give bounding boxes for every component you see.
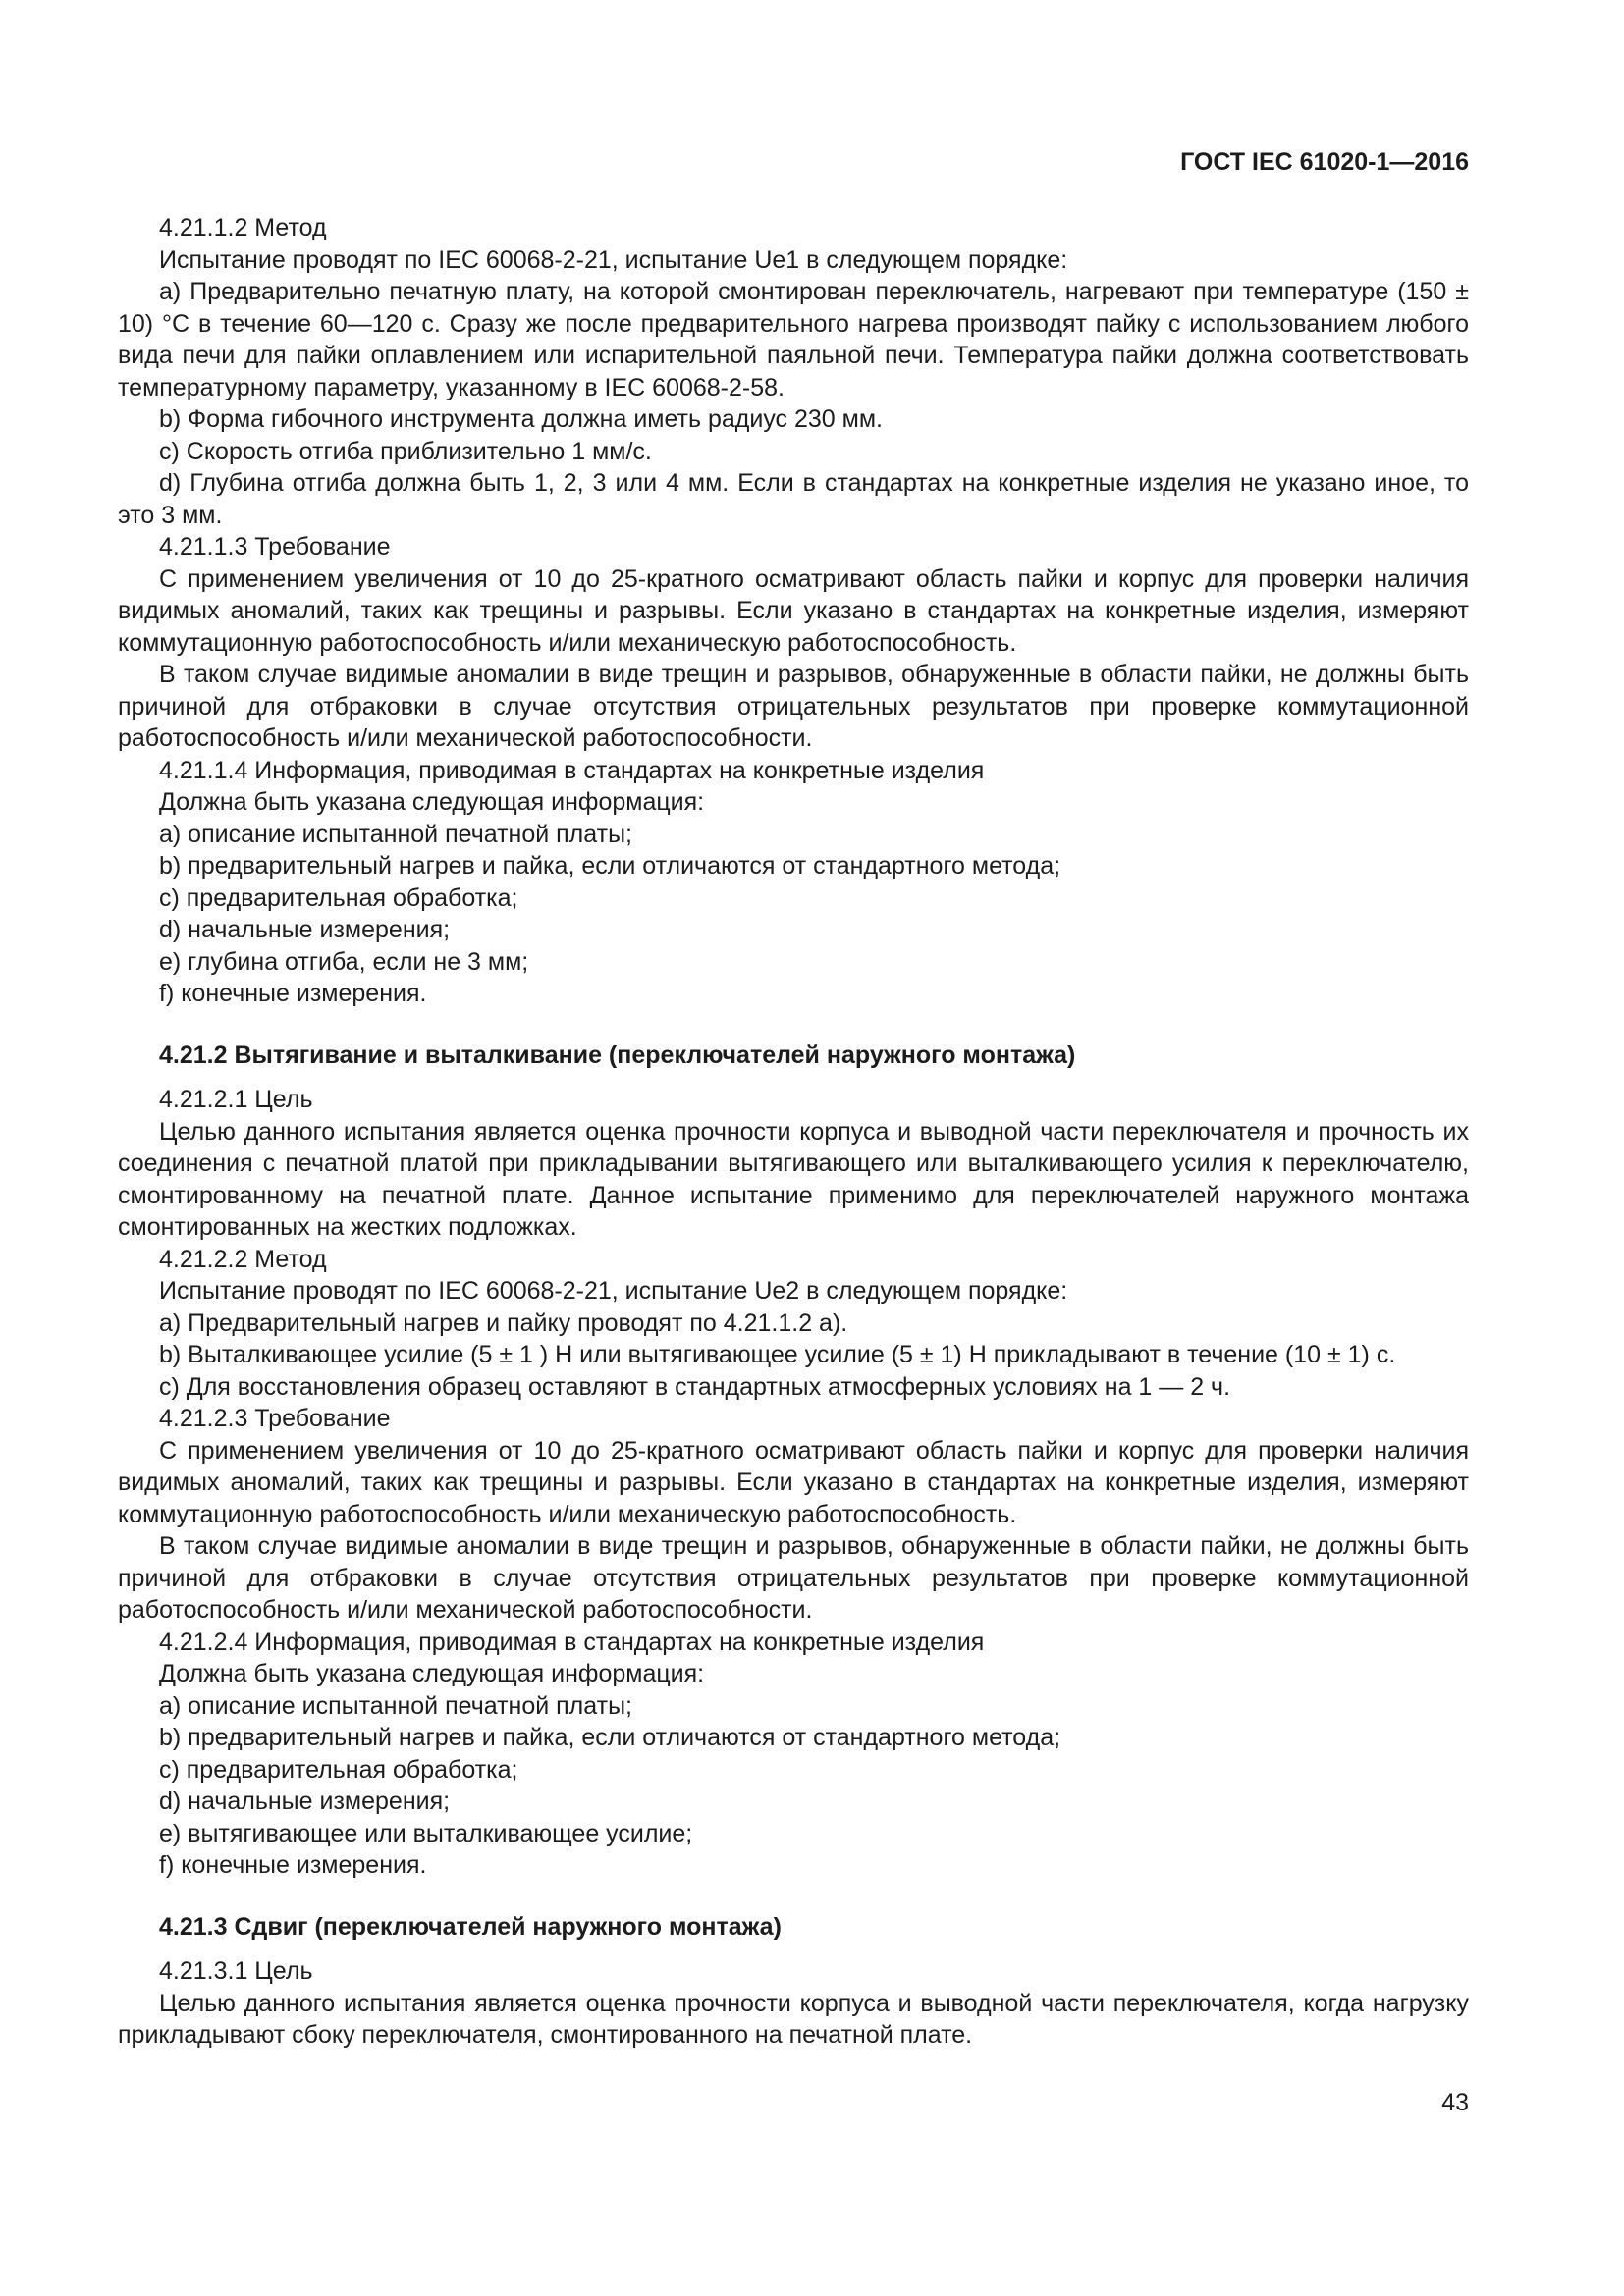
paragraph: Целью данного испытания является оценка прочности корпуса и выводной части переключателя, когда нагрузку прикладывают сбоку переключателя, смонтированного на печатной плате. [118,1989,1469,2049]
paragraph: d) начальные измерения; [159,1788,451,1815]
paragraph: С применением увеличения от 10 до 25-кратного осматривают область пайки и корпус для проверки наличия видимых аномалий, таких как трещины и разрывы. Если указано в стандартах на конкретные изделия, измеряют коммутационную работоспособность и/или механическую работоспособность. [118,1436,1469,1528]
paragraph: d) начальные измерения; [159,916,451,943]
paragraph: 4.21.2.2 Метод [159,1245,327,1273]
paragraph: 4.21.3.1 Цель [159,1957,313,1985]
paragraph: 4.21.2.3 Требование [159,1405,391,1432]
paragraph: Должна быть указана следующая информация: [159,1660,705,1687]
page-number: 43 [1441,2089,1469,2116]
paragraph: f) конечные измерения. [159,980,427,1007]
paragraph: 4.21.2.4 Информация, приводимая в стандартах на конкретные изделия [159,1628,985,1656]
paragraph: d) Глубина отгиба должна быть 1, 2, 3 или 4 мм. Если в стандартах на конкретные изделия не указано иное, то это 3 мм. [118,469,1469,529]
paragraph: e) глубина отгиба, если не 3 мм; [159,947,529,976]
paragraph: 4.21.1.4 Информация, приводимая в стандартах на конкретные изделия [159,756,985,784]
paragraph: e) вытягивающее или выталкивающее усилие; [159,1819,693,1847]
paragraph: В таком случае видимые аномалии в виде трещин и разрывов, обнаруженные в области пайки, не должны быть причиной для отбраковки в случае отсутствия отрицательных результатов при проверке коммутационной работоспособность и/или механической работоспособности. [118,661,1469,752]
paragraph: 4.21.2.1 Цель [159,1086,313,1113]
paragraph: b) Форма гибочного инструмента должна иметь радиус 230 мм. [159,405,883,433]
paragraph: c) Скорость отгиба приблизительно 1 мм/с. [159,437,652,465]
paragraph: c) Для восстановления образец оставляют в стандартных атмосферных условиях на 1 — 2 ч. [159,1372,1231,1401]
section-heading: 4.21.2 Вытягивание и выталкивание (переключателей наружного монтажа) [159,1041,1076,1069]
document-body [118,212,1469,2052]
paragraph: С применением увеличения от 10 до 25-кратного осматривают область пайки и корпус для проверки наличия видимых аномалий, таких как трещины и разрывы. Если указано в стандартах на конкретные изделия, измеряют коммутационную работоспособность и/или механическую работоспособность. [118,564,1469,657]
paragraph: b) Выталкивающее усилие (5 ± 1 ) Н или вытягивающее усилие (5 ± 1) Н прикладывают в течение (10 ± 1) с. [159,1341,1396,1368]
paragraph: Целью данного испытания является оценка прочности корпуса и выводной части переключателя и прочность их соединения с печатной платой при прикладывании вытягивающего или выталкивающего усилия к переключателю, смонтированному на печатной плате. Данное испытание применимо для переключателей наружного монтажа смонтированных на жестких подложках. [118,1117,1469,1241]
paragraph: b) предварительный нагрев и пайка, если отличаются от стандартного метода; [159,1724,1061,1751]
paragraph: a) Предварительно печатную плату, на которой смонтирован переключатель, нагревают при температуре (150 ± 10) °С в течение 60—120 с. Сразу же после предварительного нагрева производят пайку с использованием любого вида печи для пайки оплавлением или испарительной паяльной печи. Температура пайки должна соответствовать температурному параметру, указанному в IEC 60068-2-58. [118,278,1469,401]
paragraph: a) Предварительный нагрев и пайку проводят по 4.21.1.2 a). [159,1308,848,1337]
standard-number-header: ГОСТ IEC 61020-1—2016 [1180,148,1469,176]
section-heading: 4.21.3 Сдвиг (переключателей наружного монтажа) [159,1912,782,1941]
paragraph: c) предварительная обработка; [159,1755,518,1784]
paragraph: 4.21.1.3 Требование [159,533,391,561]
paragraph: 4.21.1.2 Метод [159,214,327,241]
paragraph: a) описание испытанной печатной платы; [159,820,632,848]
paragraph: f) конечные измерения. [159,1851,427,1879]
paragraph: Испытание проводят по IEC 60068-2-21, испытание Ue2 в следующем порядке: [159,1277,1068,1305]
paragraph: Испытание проводят по IEC 60068-2-21, испытание Ue1 в следующем порядке: [159,245,1068,274]
paragraph: b) предварительный нагрев и пайка, если отличаются от стандартного метода; [159,852,1061,880]
paragraph: В таком случае видимые аномалии в виде трещин и разрывов, обнаруженные в области пайки, не должны быть причиной для отбраковки в случае отсутствия отрицательных результатов при проверке коммутационной работоспособность и/или механической работоспособности. [118,1532,1469,1624]
paragraph: Должна быть указана следующая информация: [159,788,705,816]
paragraph: a) описание испытанной печатной платы; [159,1691,632,1720]
paragraph: c) предварительная обработка; [159,883,518,912]
